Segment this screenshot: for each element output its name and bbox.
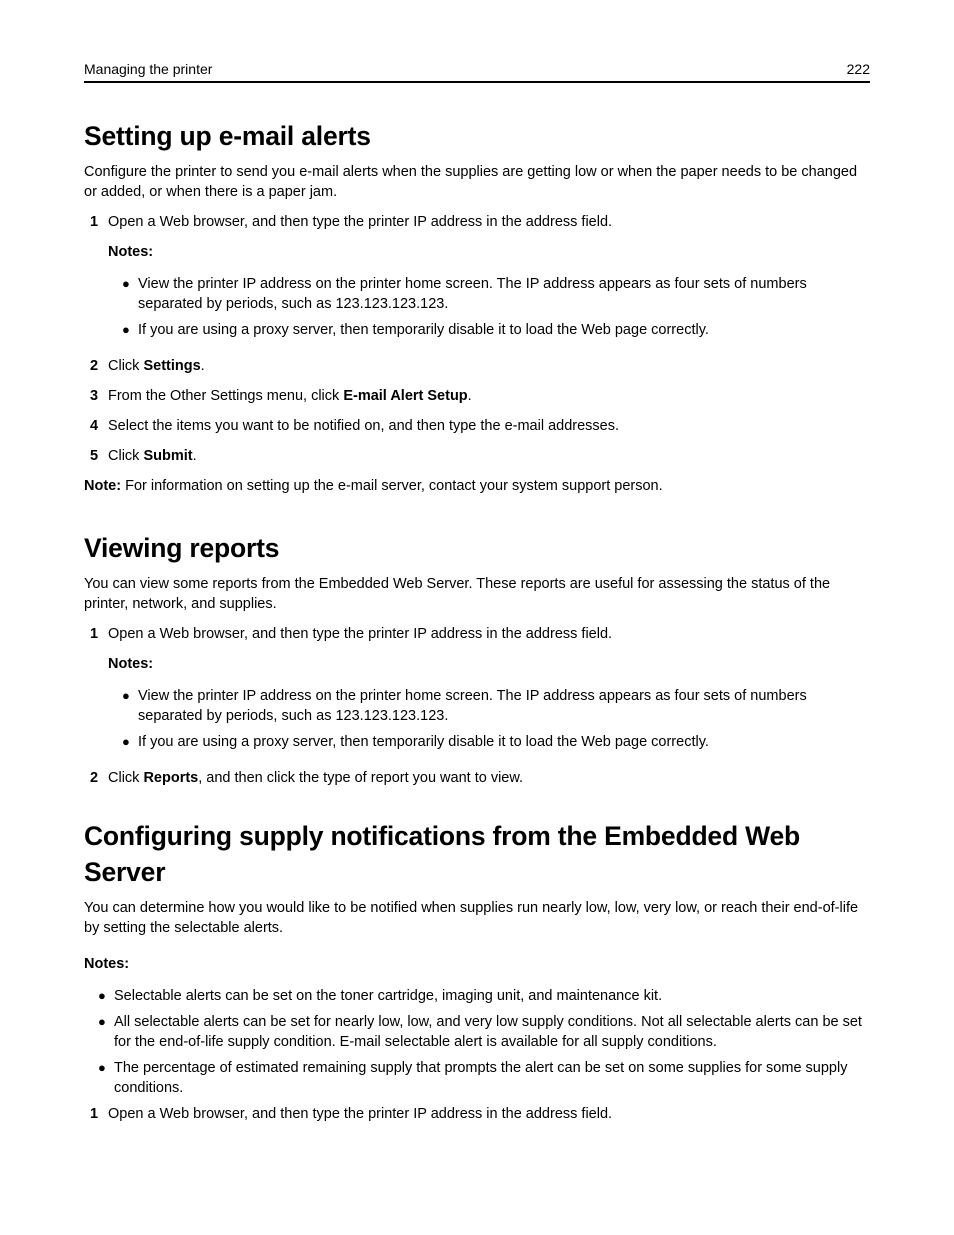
list-item (122, 320, 870, 340)
note-text: The percentage of estimated remaining supply that prompts the alert can be set on some supplies for some supply conditions. (114, 1060, 848, 1096)
step-text: Open a Web browser, and then type the printer IP address in the address field. (108, 626, 613, 642)
step-number: 2 (90, 770, 99, 786)
page-number: 222 (846, 61, 870, 77)
step-number: 2 (90, 358, 99, 374)
step-number: 4 (90, 418, 99, 434)
step-text: Click Submit. (108, 448, 197, 464)
notes-label: Notes: (108, 656, 154, 672)
section-intro: You can determine how you would like to be notified when supplies run nearly low, low, very low, or reach their end-of-life by setting the selectable alerts. (84, 900, 859, 936)
list-item (98, 1012, 870, 1052)
step-number: 1 (90, 1106, 99, 1122)
list-item (98, 1058, 870, 1098)
step-text: Click Settings. (108, 358, 205, 374)
step-text: Open a Web browser, and then type the printer IP address in the address field. (108, 214, 613, 230)
section-email-alerts (84, 118, 870, 496)
notes-label: Notes: (84, 956, 130, 972)
running-header (84, 60, 870, 83)
step-item (84, 386, 870, 406)
section-heading: Configuring supply notifications from the Embedded Web Server (84, 821, 800, 887)
note-text: All selectable alerts can be set for nearly low, low, and very low supply conditions. Not all selectable alerts can be set for the end-of-life supply condition. E-mail selectable alert is available for all supply conditions. (114, 1014, 862, 1050)
notes-list (98, 986, 870, 1098)
bullet-icon: ● (98, 988, 106, 1003)
note-label: Note: (84, 478, 122, 494)
note-text: For information on setting up the e-mail server, contact your system support person. (121, 478, 663, 494)
section-viewing-reports (84, 530, 870, 788)
section-supply-notifications (84, 818, 870, 1124)
note-text: If you are using a proxy server, then temporarily disable it to load the Web page correctly. (138, 734, 709, 750)
step-number: 1 (90, 626, 99, 642)
step-text: Select the items you want to be notified on, and then type the e-mail addresses. (108, 418, 620, 434)
section-intro: Configure the printer to send you e-mail alerts when the supplies are getting low or when the paper needs to be changed or added, or when there is a paper jam. (84, 164, 858, 200)
note-text: View the printer IP address on the printer home screen. The IP address appears as four sets of numbers separated by periods, such as 123.123.123.123. (138, 688, 807, 724)
step-text: From the Other Settings menu, click E-mail Alert Setup. (108, 388, 472, 404)
step-item (84, 212, 870, 346)
step-item (84, 416, 870, 436)
step-item (84, 624, 870, 758)
section-intro: You can view some reports from the Embedded Web Server. These reports are useful for assessing the status of the printer, network, and supplies. (84, 576, 831, 612)
list-item (98, 986, 870, 1006)
note-text: View the printer IP address on the printer home screen. The IP address appears as four sets of numbers separated by periods, such as 123.123.123.123. (138, 276, 807, 312)
section-heading: Setting up e-mail alerts (84, 121, 371, 151)
bullet-icon: ● (122, 276, 130, 291)
step-text: Click Reports, and then click the type of report you want to view. (108, 770, 524, 786)
bullet-icon: ● (98, 1060, 106, 1075)
page-content (84, 118, 870, 1134)
bullet-icon: ● (122, 688, 130, 703)
step-item (84, 768, 870, 788)
list-item (122, 686, 870, 726)
bullet-icon: ● (122, 734, 130, 749)
section-heading: Viewing reports (84, 533, 280, 563)
step-number: 1 (90, 214, 99, 230)
notes-label: Notes: (108, 244, 154, 260)
section-note (84, 476, 870, 496)
step-text: Open a Web browser, and then type the printer IP address in the address field. (108, 1106, 613, 1122)
step-item (84, 1104, 870, 1124)
step-number: 5 (90, 448, 99, 464)
step-number: 3 (90, 388, 99, 404)
notes-list (122, 686, 870, 752)
step-item (84, 356, 870, 376)
note-text: If you are using a proxy server, then temporarily disable it to load the Web page correctly. (138, 322, 709, 338)
notes-list (122, 274, 870, 340)
header-title: Managing the printer (84, 61, 213, 77)
bullet-icon: ● (122, 322, 130, 337)
note-text: Selectable alerts can be set on the toner cartridge, imaging unit, and maintenance kit. (114, 988, 663, 1004)
list-item (122, 274, 870, 314)
bullet-icon: ● (98, 1014, 106, 1029)
list-item (122, 732, 870, 752)
step-item (84, 446, 870, 466)
